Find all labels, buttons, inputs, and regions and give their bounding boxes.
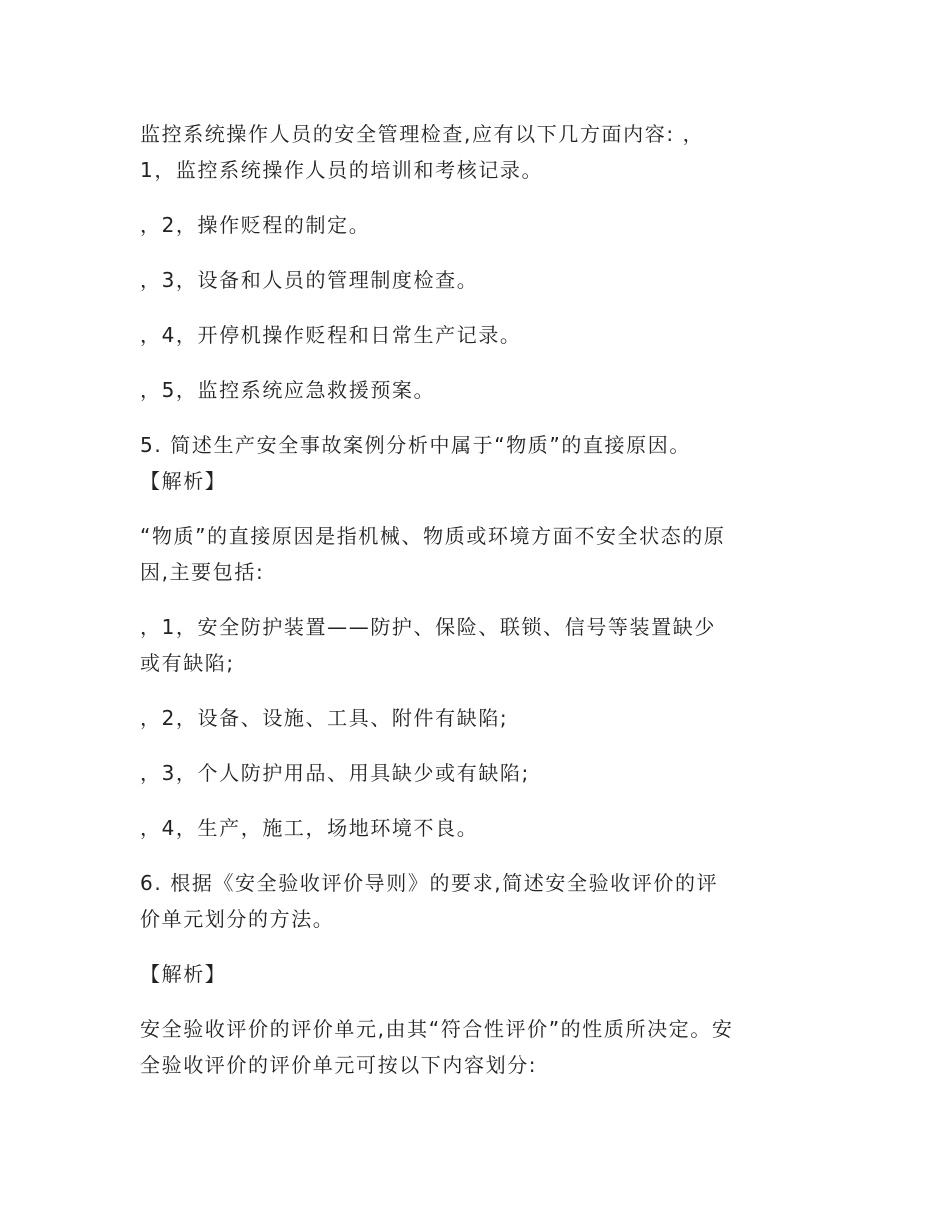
list-item-3: ，3，设备和人员的管理制度检查。 bbox=[140, 268, 479, 292]
answer-6-line-1: 安全验收评价的评价单元,由其“符合性评价”的性质所决定。安 bbox=[140, 1017, 734, 1041]
list-item-5: ，5，监控系统应急救援预案。 bbox=[140, 378, 436, 402]
cause-item-1-line-2: 或有缺陷; bbox=[140, 651, 235, 675]
answer-6-line-2: 全验收评价的评价单元可按以下内容划分: bbox=[140, 1053, 538, 1077]
analysis-heading-2: 【解析】 bbox=[140, 962, 227, 986]
intro-line-2: 1，监控系统操作人员的培训和考核记录。 bbox=[140, 158, 544, 182]
question-5: 5. 简述生产安全事故案例分析中属于“物质”的直接原因。 bbox=[140, 433, 691, 457]
question-6-line-2: 价单元划分的方法。 bbox=[140, 907, 335, 931]
analysis-heading-1: 【解析】 bbox=[140, 469, 227, 493]
question-6-line-1: 6. 根据《安全验收评价导则》的要求,简述安全验收评价的评 bbox=[140, 871, 719, 895]
intro-line-1: 监控系统操作人员的安全管理检查,应有以下几方面内容: ， bbox=[140, 122, 705, 146]
document-body bbox=[140, 116, 810, 1083]
answer-5-line-2: 因,主要包括: bbox=[140, 560, 265, 584]
list-item-4: ，4，开停机操作贬程和日常生产记录。 bbox=[140, 323, 522, 347]
cause-item-2: ，2，设备、设施、工具、附件有缺陷; bbox=[140, 706, 509, 730]
cause-item-1-line-1: ，1，安全防护装置——防护、保险、联锁、信号等装置缺少 bbox=[140, 615, 716, 639]
answer-5-line-1: “物质”的直接原因是指机械、物质或环境方面不安全状态的原 bbox=[140, 524, 726, 548]
list-item-2: ，2，操作贬程的制定。 bbox=[140, 213, 371, 237]
cause-item-3: ，3，个人防护用品、用具缺少或有缺陷; bbox=[140, 761, 530, 785]
cause-item-4: ，4，生产，施工，场地环境不良。 bbox=[140, 816, 479, 840]
